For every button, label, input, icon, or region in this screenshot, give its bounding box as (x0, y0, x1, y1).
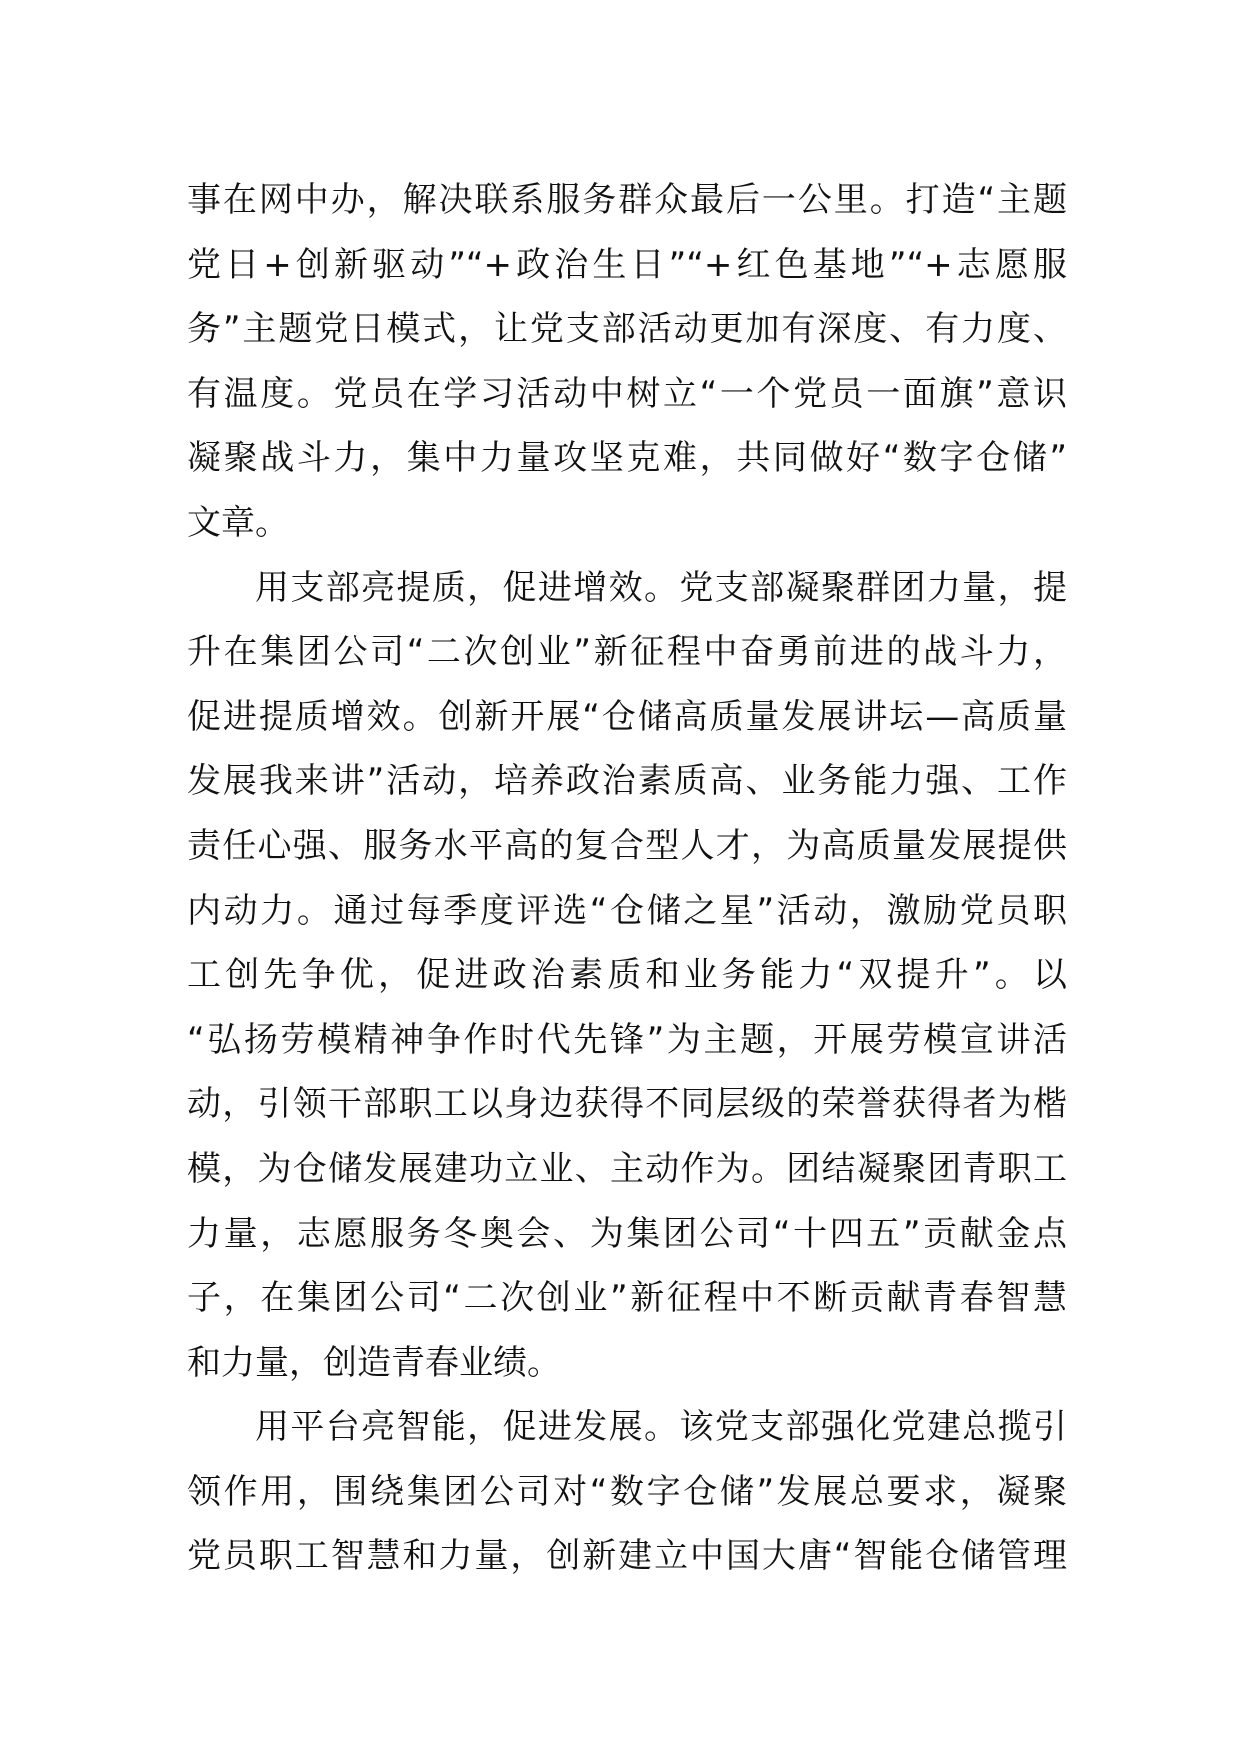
text-line: 工创先争优，促进政治素质和业务能力“双提升”。以 (187, 955, 1067, 996)
text-line: “弘扬劳模精神争作时代先锋”为主题，开展劳模宣讲活 (187, 1019, 1067, 1060)
text-line: 务”主题党日模式，让党支部活动更加有深度、有力度、 (187, 309, 1067, 350)
paragraph-first-line: 用支部亮提质，促进增效。党支部凝聚群团力量，提 (255, 567, 1067, 608)
text-line: 党员职工智慧和力量，创新建立中国大唐“智能仓储管理 (187, 1536, 1067, 1577)
document-body (187, 168, 1067, 1589)
text-line: 党日+创新驱动”“+政治生日”“+红色基地”“+志愿服 (187, 244, 1067, 285)
text-line: 模，为仓储发展建功立业、主动作为。团结凝聚团青职工 (187, 1148, 1067, 1189)
text-line: 力量，志愿服务冬奥会、为集团公司“十四五”贡献金点 (187, 1213, 1067, 1254)
paragraph-first-line: 用平台亮智能，促进发展。该党支部强化党建总揽引 (255, 1407, 1067, 1448)
text-line: 领作用，围绕集团公司对“数字仓储”发展总要求，凝聚 (187, 1471, 1067, 1512)
text-line: 发展我来讲”活动，培养政治素质高、业务能力强、工作 (187, 761, 1067, 802)
text-line: 事在网中办，解决联系服务群众最后一公里。打造“主题 (187, 180, 1067, 220)
text-line: 促进提质增效。创新开展“仓储高质量发展讲坛—高质量 (187, 696, 1067, 737)
text-line: 子，在集团公司“二次创业”新征程中不断贡献青春智慧 (187, 1278, 1067, 1319)
text-line: 有温度。党员在学习活动中树立“一个党员一面旗”意识 (187, 373, 1067, 414)
text-line: 和力量，创造青春业绩。 (187, 1342, 561, 1383)
text-line: 责任心强、服务水平高的复合型人才，为高质量发展提供 (187, 825, 1067, 866)
text-line: 动，引领干部职工以身边获得不同层级的荣誉获得者为楷 (187, 1084, 1067, 1125)
text-line: 文章。 (187, 502, 289, 543)
text-line: 凝聚战斗力，集中力量攻坚克难，共同做好“数字仓储” (187, 438, 1067, 479)
text-line: 内动力。通过每季度评选“仓储之星”活动，激励党员职 (187, 890, 1067, 931)
text-line: 升在集团公司“二次创业”新征程中奋勇前进的战斗力， (187, 632, 1067, 673)
